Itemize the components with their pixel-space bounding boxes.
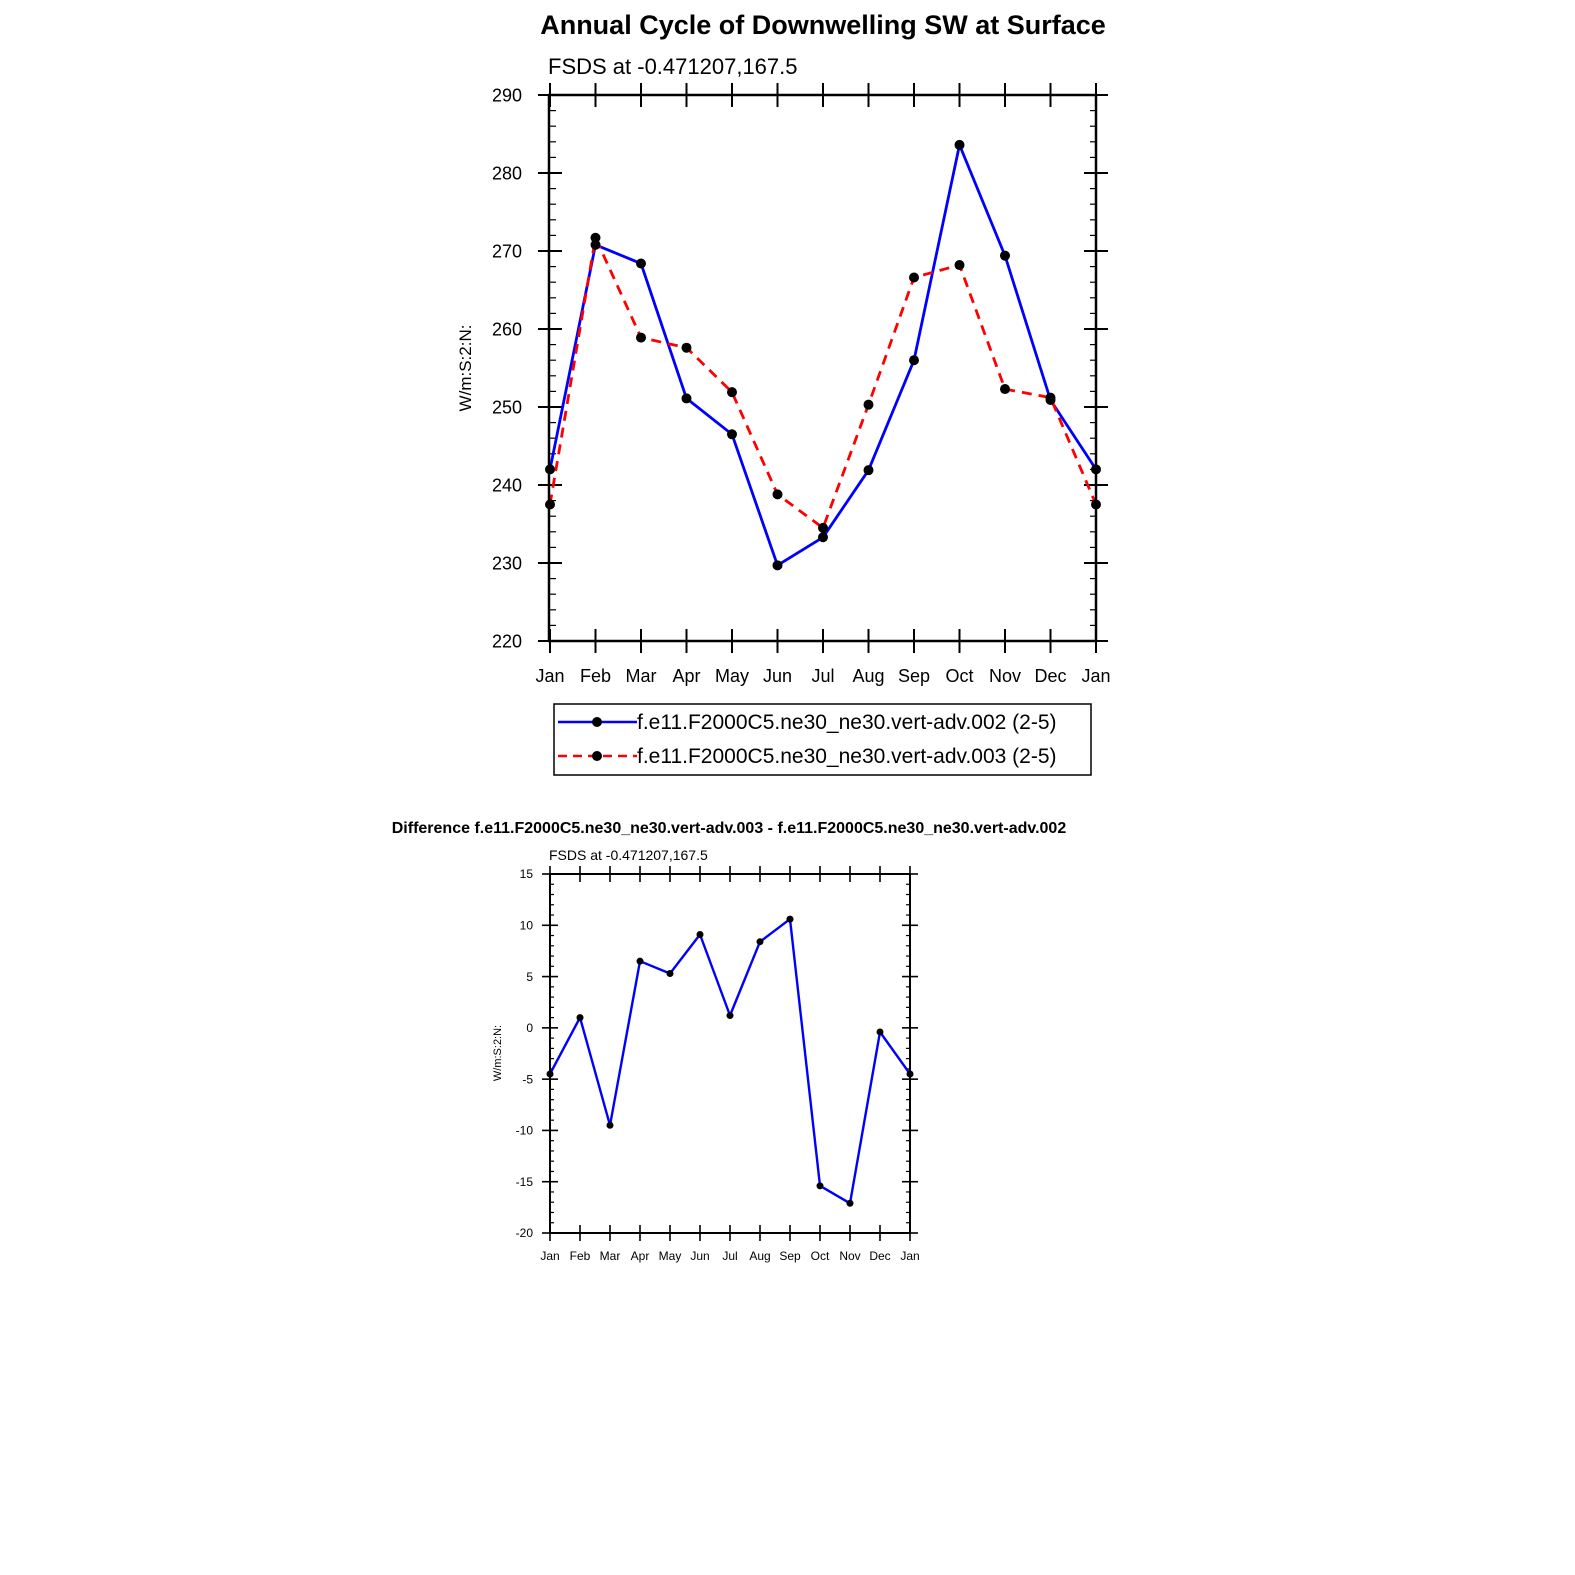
- main-chart-series-2-point: [682, 343, 692, 353]
- diff-chart-x-tick-label: Jan: [540, 1249, 560, 1263]
- diff-chart-x-tick-label: Jun: [690, 1249, 710, 1263]
- main-chart-y-tick-label: 230: [491, 553, 522, 574]
- legend-marker-002: [592, 717, 602, 727]
- diff-chart-series-1-point: [697, 931, 704, 938]
- diff-chart-x-tick-label: Apr: [630, 1249, 650, 1263]
- main-chart-y-tick-label: 260: [491, 319, 522, 340]
- main-chart-x-tick-label: Dec: [1034, 666, 1067, 686]
- main-chart-series-2-point: [955, 260, 965, 270]
- main-chart-x-tick-label: Jan: [1081, 666, 1111, 686]
- legend-marker-003: [592, 751, 602, 761]
- main-chart-series-2-point: [909, 273, 919, 283]
- main-chart-title: Annual Cycle of Downwelling SW at Surface: [540, 10, 1106, 40]
- diff-chart-x-tick-label: Dec: [869, 1249, 891, 1263]
- diff-chart-series-line-1: [550, 919, 910, 1203]
- diff-chart-series: [547, 916, 914, 1207]
- diff-chart-title: Difference f.e11.F2000C5.ne30_ne30.vert-adv.003 - f.e11.F2000C5.ne30_ne30.vert-adv.002: [391, 820, 1067, 837]
- main-chart-series-1-point: [727, 429, 737, 439]
- diff-chart-x-tick-label: Aug: [749, 1249, 771, 1263]
- diff-chart-y-axis-label: W/m:S:2:N:: [492, 1024, 504, 1082]
- diff-chart-frame: [550, 874, 910, 1233]
- main-chart-series-1-point: [1000, 251, 1010, 261]
- diff-chart-series-1-point: [847, 1200, 854, 1207]
- diff-chart-y-tick-label: -10: [515, 1123, 533, 1138]
- main-chart-y-tick-label: 250: [491, 397, 522, 418]
- main-chart-y-tick-label: 220: [491, 631, 522, 652]
- main-chart-x-tick-label: Sep: [897, 666, 931, 686]
- main-chart-series-2-point: [818, 523, 828, 533]
- legend-label-003: f.e11.F2000C5.ne30_ne30.vert-adv.003 (2-5): [637, 745, 1057, 768]
- main-chart-ticks: [492, 83, 1111, 686]
- main-chart-series-2-point: [591, 233, 601, 243]
- diff-chart-series-1-point: [727, 1012, 734, 1019]
- main-chart-series-2-point: [636, 333, 646, 343]
- main-chart-series-2-point: [727, 387, 737, 397]
- main-chart-series-1-point: [773, 560, 783, 570]
- main-chart-x-tick-label: Mar: [625, 666, 657, 686]
- diff-chart-series-1-point: [577, 1014, 584, 1021]
- diff-chart-y-tick-label: 10: [519, 918, 533, 933]
- main-chart-x-tick-label: Apr: [672, 666, 701, 686]
- main-chart-x-tick-label: Jul: [811, 666, 835, 686]
- diff-chart-x-tick-label: Nov: [839, 1249, 861, 1263]
- main-chart-series-2-point: [1046, 393, 1056, 403]
- diff-chart-y-tick-label: -20: [515, 1226, 533, 1241]
- diff-chart-series-1-point: [667, 970, 674, 977]
- main-chart-x-tick-label: May: [714, 666, 750, 686]
- main-chart-y-tick-label: 270: [491, 241, 522, 262]
- main-chart-series: [545, 140, 1101, 570]
- main-chart-series-line-1: [550, 145, 1096, 565]
- diff-chart-y-tick-label: 5: [526, 969, 533, 984]
- diff-chart-x-tick-label: Oct: [810, 1249, 830, 1263]
- main-chart-x-tick-label: Jan: [535, 666, 565, 686]
- main-chart: [456, 10, 1111, 775]
- diff-chart-x-tick-label: Sep: [779, 1249, 801, 1263]
- diff-chart-subtitle: FSDS at -0.471207,167.5: [549, 847, 708, 863]
- main-chart-series-1-point: [636, 258, 646, 268]
- main-chart-legend: [554, 704, 1091, 775]
- diff-chart-x-tick-label: May: [658, 1249, 682, 1263]
- main-chart-y-tick-label: 290: [491, 85, 522, 106]
- main-chart-frame: [549, 95, 1096, 641]
- diff-chart-y-tick-label: -15: [515, 1174, 533, 1189]
- diff-chart-series-1-point: [877, 1028, 884, 1035]
- diff-chart-x-tick-label: Feb: [569, 1249, 591, 1263]
- diff-chart-ticks: [516, 866, 920, 1263]
- diff-chart-x-tick-label: Jan: [900, 1249, 920, 1263]
- legend-label-002: f.e11.F2000C5.ne30_ne30.vert-adv.002 (2-5): [637, 711, 1057, 734]
- main-chart-series-2-point: [1000, 384, 1010, 394]
- diff-chart-x-tick-label: Jul: [722, 1249, 738, 1263]
- main-chart-x-tick-label: Feb: [579, 666, 612, 686]
- diff-chart-y-tick-label: 0: [526, 1021, 533, 1036]
- main-chart-series-1-point: [682, 393, 692, 403]
- main-chart-series-1-point: [818, 532, 828, 542]
- diff-chart-x-tick-label: Mar: [599, 1249, 621, 1263]
- main-chart-x-tick-label: Nov: [988, 666, 1022, 686]
- diff-chart-series-1-point: [757, 938, 764, 945]
- diff-chart-y-tick-label: -5: [522, 1072, 533, 1087]
- diff-chart: [392, 820, 1067, 1263]
- main-chart-x-tick-label: Aug: [852, 666, 885, 686]
- main-chart-y-axis-label: W/m:S:2:N:: [456, 324, 475, 412]
- main-chart-series-1-point: [864, 465, 874, 475]
- main-chart-x-tick-label: Jun: [762, 666, 793, 686]
- diff-chart-y-tick-label: 15: [519, 867, 533, 882]
- diff-chart-series-1-point: [637, 958, 644, 965]
- main-chart-series-2-point: [773, 489, 783, 499]
- main-chart-y-tick-label: 280: [491, 163, 522, 184]
- main-chart-x-tick-label: Oct: [945, 666, 974, 686]
- main-chart-y-tick-label: 240: [491, 475, 522, 496]
- main-chart-series-2-point: [864, 400, 874, 410]
- diff-chart-series-1-point: [787, 916, 794, 923]
- main-chart-series-1-point: [955, 140, 965, 150]
- main-chart-series-1-point: [909, 355, 919, 365]
- main-chart-subtitle: FSDS at -0.471207,167.5: [548, 54, 798, 79]
- diff-chart-series-1-point: [607, 1122, 614, 1129]
- diff-chart-series-1-point: [817, 1182, 824, 1189]
